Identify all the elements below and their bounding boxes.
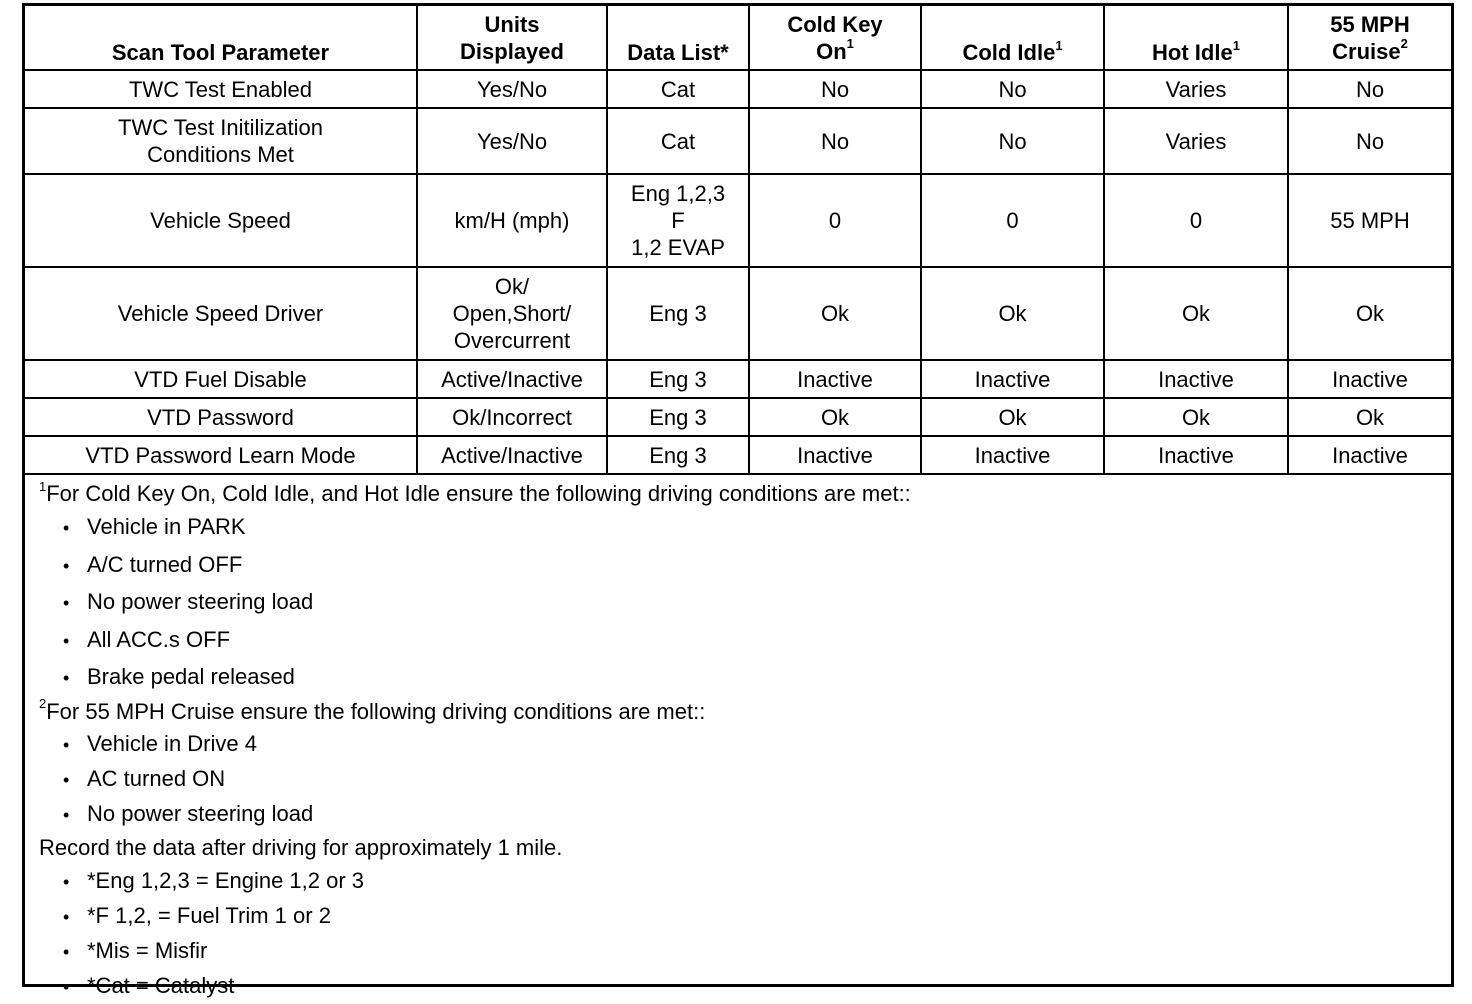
cell-55-mph-cruise: Inactive [1288,360,1451,398]
list-item: • Vehicle in Drive 4 [63,727,1451,762]
cell-data-list: Cat [607,108,749,174]
scan-tool-data-document [22,3,1454,998]
table-row [25,108,1451,174]
cell-cold-key-on: No [749,108,921,174]
table-row [25,174,1451,267]
header-hot-idle: Hot Idle$^1$ [1104,6,1288,70]
list-item: • No power steering load [63,797,1451,832]
cell-data-list: Eng 3 [607,360,749,398]
footnote-1: $^1$For Cold Key On, Cold Idle, and Hot Idle ensure the following driving conditions are met:: [39,478,911,506]
cell-cold-key-on: Ok [749,267,921,360]
cell-cold-key-on: Inactive [749,436,921,474]
table-row [25,398,1451,436]
header-units-displayed: Units Displayed [417,6,607,70]
cell-55-mph-cruise: 55 MPH [1288,174,1451,267]
cell-parameter: VTD Fuel Disable [25,360,417,398]
header-cold-key-on: Cold Key On$^1$ [749,6,921,70]
cell-cold-idle: 0 [921,174,1104,267]
list-item: • No power steering load [63,584,1451,622]
table-row [25,267,1451,360]
cell-cold-idle: Inactive [921,360,1104,398]
cell-cold-idle: Ok [921,398,1104,436]
cell-cold-key-on: Ok [749,398,921,436]
cell-cold-key-on: No [749,70,921,108]
cell-hot-idle: Varies [1104,108,1288,174]
record-instruction: Record the data after driving for approximately 1 mile. [39,834,563,860]
cell-parameter: VTD Password [25,398,417,436]
list-item: • A/C turned OFF [63,547,1451,585]
cell-cold-idle: Ok [921,267,1104,360]
cell-data-list: Eng 3 [607,398,749,436]
list-item: • Brake pedal released [63,659,1451,697]
table-header-row [25,6,1451,70]
cell-hot-idle: Ok [1104,267,1288,360]
cell-units: km/H (mph) [417,174,607,267]
table-row [25,360,1451,398]
cell-data-list: Eng 3 [607,436,749,474]
abbreviation-legend-list [39,864,1451,1004]
list-item: • *Mis = Misfir [63,934,1451,969]
list-item: • *F 1,2, = Fuel Trim 1 or 2 [63,899,1451,934]
list-item: • AC turned ON [63,762,1451,797]
cell-parameter: Vehicle Speed Driver [25,267,417,360]
header-55-mph-cruise: 55 MPH Cruise$^2$ [1288,6,1451,70]
footnotes-section [25,475,1451,1004]
list-item: • *Cat = Catalyst [63,969,1451,1004]
cell-parameter: VTD Password Learn Mode [25,436,417,474]
footnote-2: $^2$For 55 MPH Cruise ensure the following driving conditions are met:: [39,696,706,724]
header-cold-idle: Cold Idle$^1$ [921,6,1104,70]
cell-parameter: TWC Test Enabled [25,70,417,108]
cell-55-mph-cruise: Ok [1288,398,1451,436]
scan-tool-parameter-table [25,6,1451,475]
cell-cold-idle: No [921,70,1104,108]
cell-hot-idle: Ok [1104,398,1288,436]
cell-units: Ok/Incorrect [417,398,607,436]
cell-55-mph-cruise: No [1288,108,1451,174]
cell-units: Yes/No [417,108,607,174]
cell-cold-idle: No [921,108,1104,174]
list-item: • *Eng 1,2,3 = Engine 1,2 or 3 [63,864,1451,899]
list-item: • Vehicle in PARK [63,509,1451,547]
cell-55-mph-cruise: No [1288,70,1451,108]
cell-cold-key-on: Inactive [749,360,921,398]
cell-parameter: TWC Test Initilization Conditions Met [25,108,417,174]
header-scan-tool-parameter: Scan Tool Parameter [25,6,417,70]
table-row [25,70,1451,108]
list-item: • All ACC.s OFF [63,622,1451,660]
cell-55-mph-cruise: Ok [1288,267,1451,360]
cell-hot-idle: Inactive [1104,360,1288,398]
cell-data-list: Eng 1,2,3 F 1,2 EVAP [607,174,749,267]
header-data-list: Data List* [607,6,749,70]
cell-hot-idle: Inactive [1104,436,1288,474]
table-row [25,436,1451,474]
cell-units: Active/Inactive [417,360,607,398]
cell-data-list: Cat [607,70,749,108]
footnote-2-conditions-list [39,727,1451,832]
cell-data-list: Eng 3 [607,267,749,360]
footnote-1-conditions-list [39,509,1451,697]
cell-hot-idle: 0 [1104,174,1288,267]
cell-cold-key-on: 0 [749,174,921,267]
cell-units: Active/Inactive [417,436,607,474]
cell-parameter: Vehicle Speed [25,174,417,267]
cell-55-mph-cruise: Inactive [1288,436,1451,474]
cell-units: Yes/No [417,70,607,108]
cell-cold-idle: Inactive [921,436,1104,474]
cell-units: Ok/ Open,Short/ Overcurrent [417,267,607,360]
cell-hot-idle: Varies [1104,70,1288,108]
